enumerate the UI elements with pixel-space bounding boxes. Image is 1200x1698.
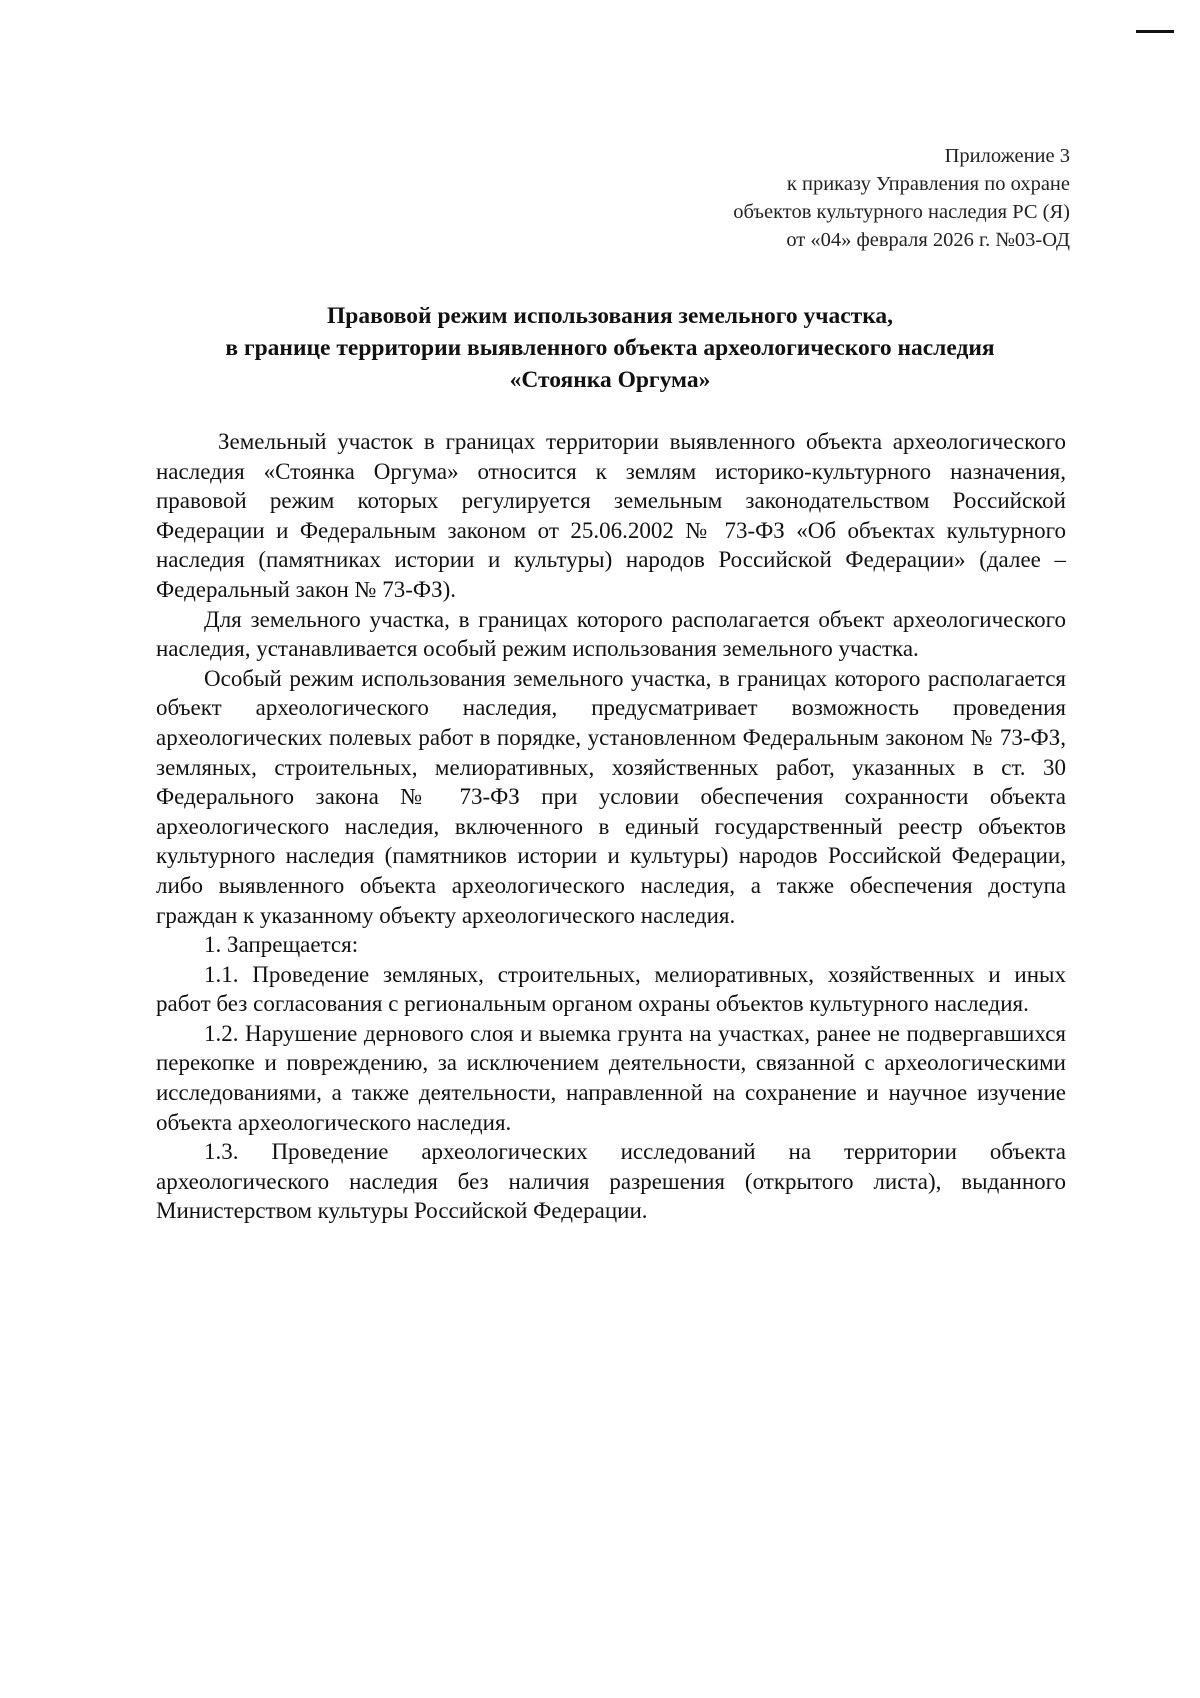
paragraph-item-1-2: 1.2. Нарушение дернового слоя и выемка грунта на участках, ранее не подвергавшихся перекопке и повреждению, за исключением деятельности, связанной с археологическими исследованиями, а также деятельности, направленной на сохранение и научное изучение объекта археологического наследия. bbox=[156, 1020, 1066, 1135]
appendix-block bbox=[733, 142, 1070, 254]
paragraph-regime-details: Особый режим использования земельного участка, в границах которого располагается объект археологического наследия, предусматривает возможность проведения археологических полевых работ в порядке, установленном Федеральным законом № 73-ФЗ, земляных, строительных, мелиоративных, хозяйственных работ, указанных в ст. 30 Федерального закона № 73-ФЗ при условии обеспечения сохранности объекта археологического наследия, включенного в единый государственный реестр объектов культурного наследия (памятников истории и культуры) народов Российской Федерации, либо выявленного объекта археологического наследия, а также обеспечения доступа граждан к указанному объекту археологического наследия. bbox=[156, 665, 1066, 928]
corner-dash-mark bbox=[1136, 30, 1174, 33]
document-body bbox=[156, 427, 1066, 1226]
title-line-2: в границе территории выявленного объекта археологического наследия bbox=[225, 335, 995, 361]
paragraph-prohibited-heading: 1. Запрещается: bbox=[204, 932, 359, 958]
paragraph-item-1-3: 1.3. Проведение археологических исследований на территории объекта археологического наследия без наличия разрешения (открытого листа), выданного Министерством культуры Российской Федерации. bbox=[156, 1139, 1066, 1224]
title-line-3: «Стоянка Оргума» bbox=[509, 367, 711, 393]
paragraph-item-1-1: 1.1. Проведение земляных, строительных, мелиоративных, хозяйственных и иных работ без согласования с региональным органом охраны объектов культурного наследия. bbox=[156, 961, 1066, 1017]
paragraph-land-status: Земельный участок в границах территории выявленного объекта археологического наследия «Стоянка Оргума» относится к землям историко-культурного назначения, правовой режим которых регулируется земельным законодательством Российской Федерации и Федеральным законом от 25.06.2002 № 73-ФЗ «Об объектах культурного наследия (памятниках истории и культуры) народов Российской Федерации» (далее – Федеральный закон № 73-ФЗ). bbox=[156, 429, 1066, 602]
appendix-authority-line: объектов культурного наследия РС (Я) bbox=[733, 201, 1070, 223]
appendix-order-line: к приказу Управления по охране bbox=[786, 173, 1070, 195]
paragraph-special-regime: Для земельного участка, в границах которого располагается объект археологического наследия, устанавливается особый режим использования земельного участка. bbox=[156, 606, 1066, 662]
title-line-1: Правовой режим использования земельного участка, bbox=[326, 303, 894, 329]
appendix-date-line: от «04» февраля 2026 г. №03-ОД bbox=[786, 229, 1070, 251]
appendix-number: Приложение 3 bbox=[944, 145, 1070, 167]
document-title bbox=[150, 300, 1070, 396]
